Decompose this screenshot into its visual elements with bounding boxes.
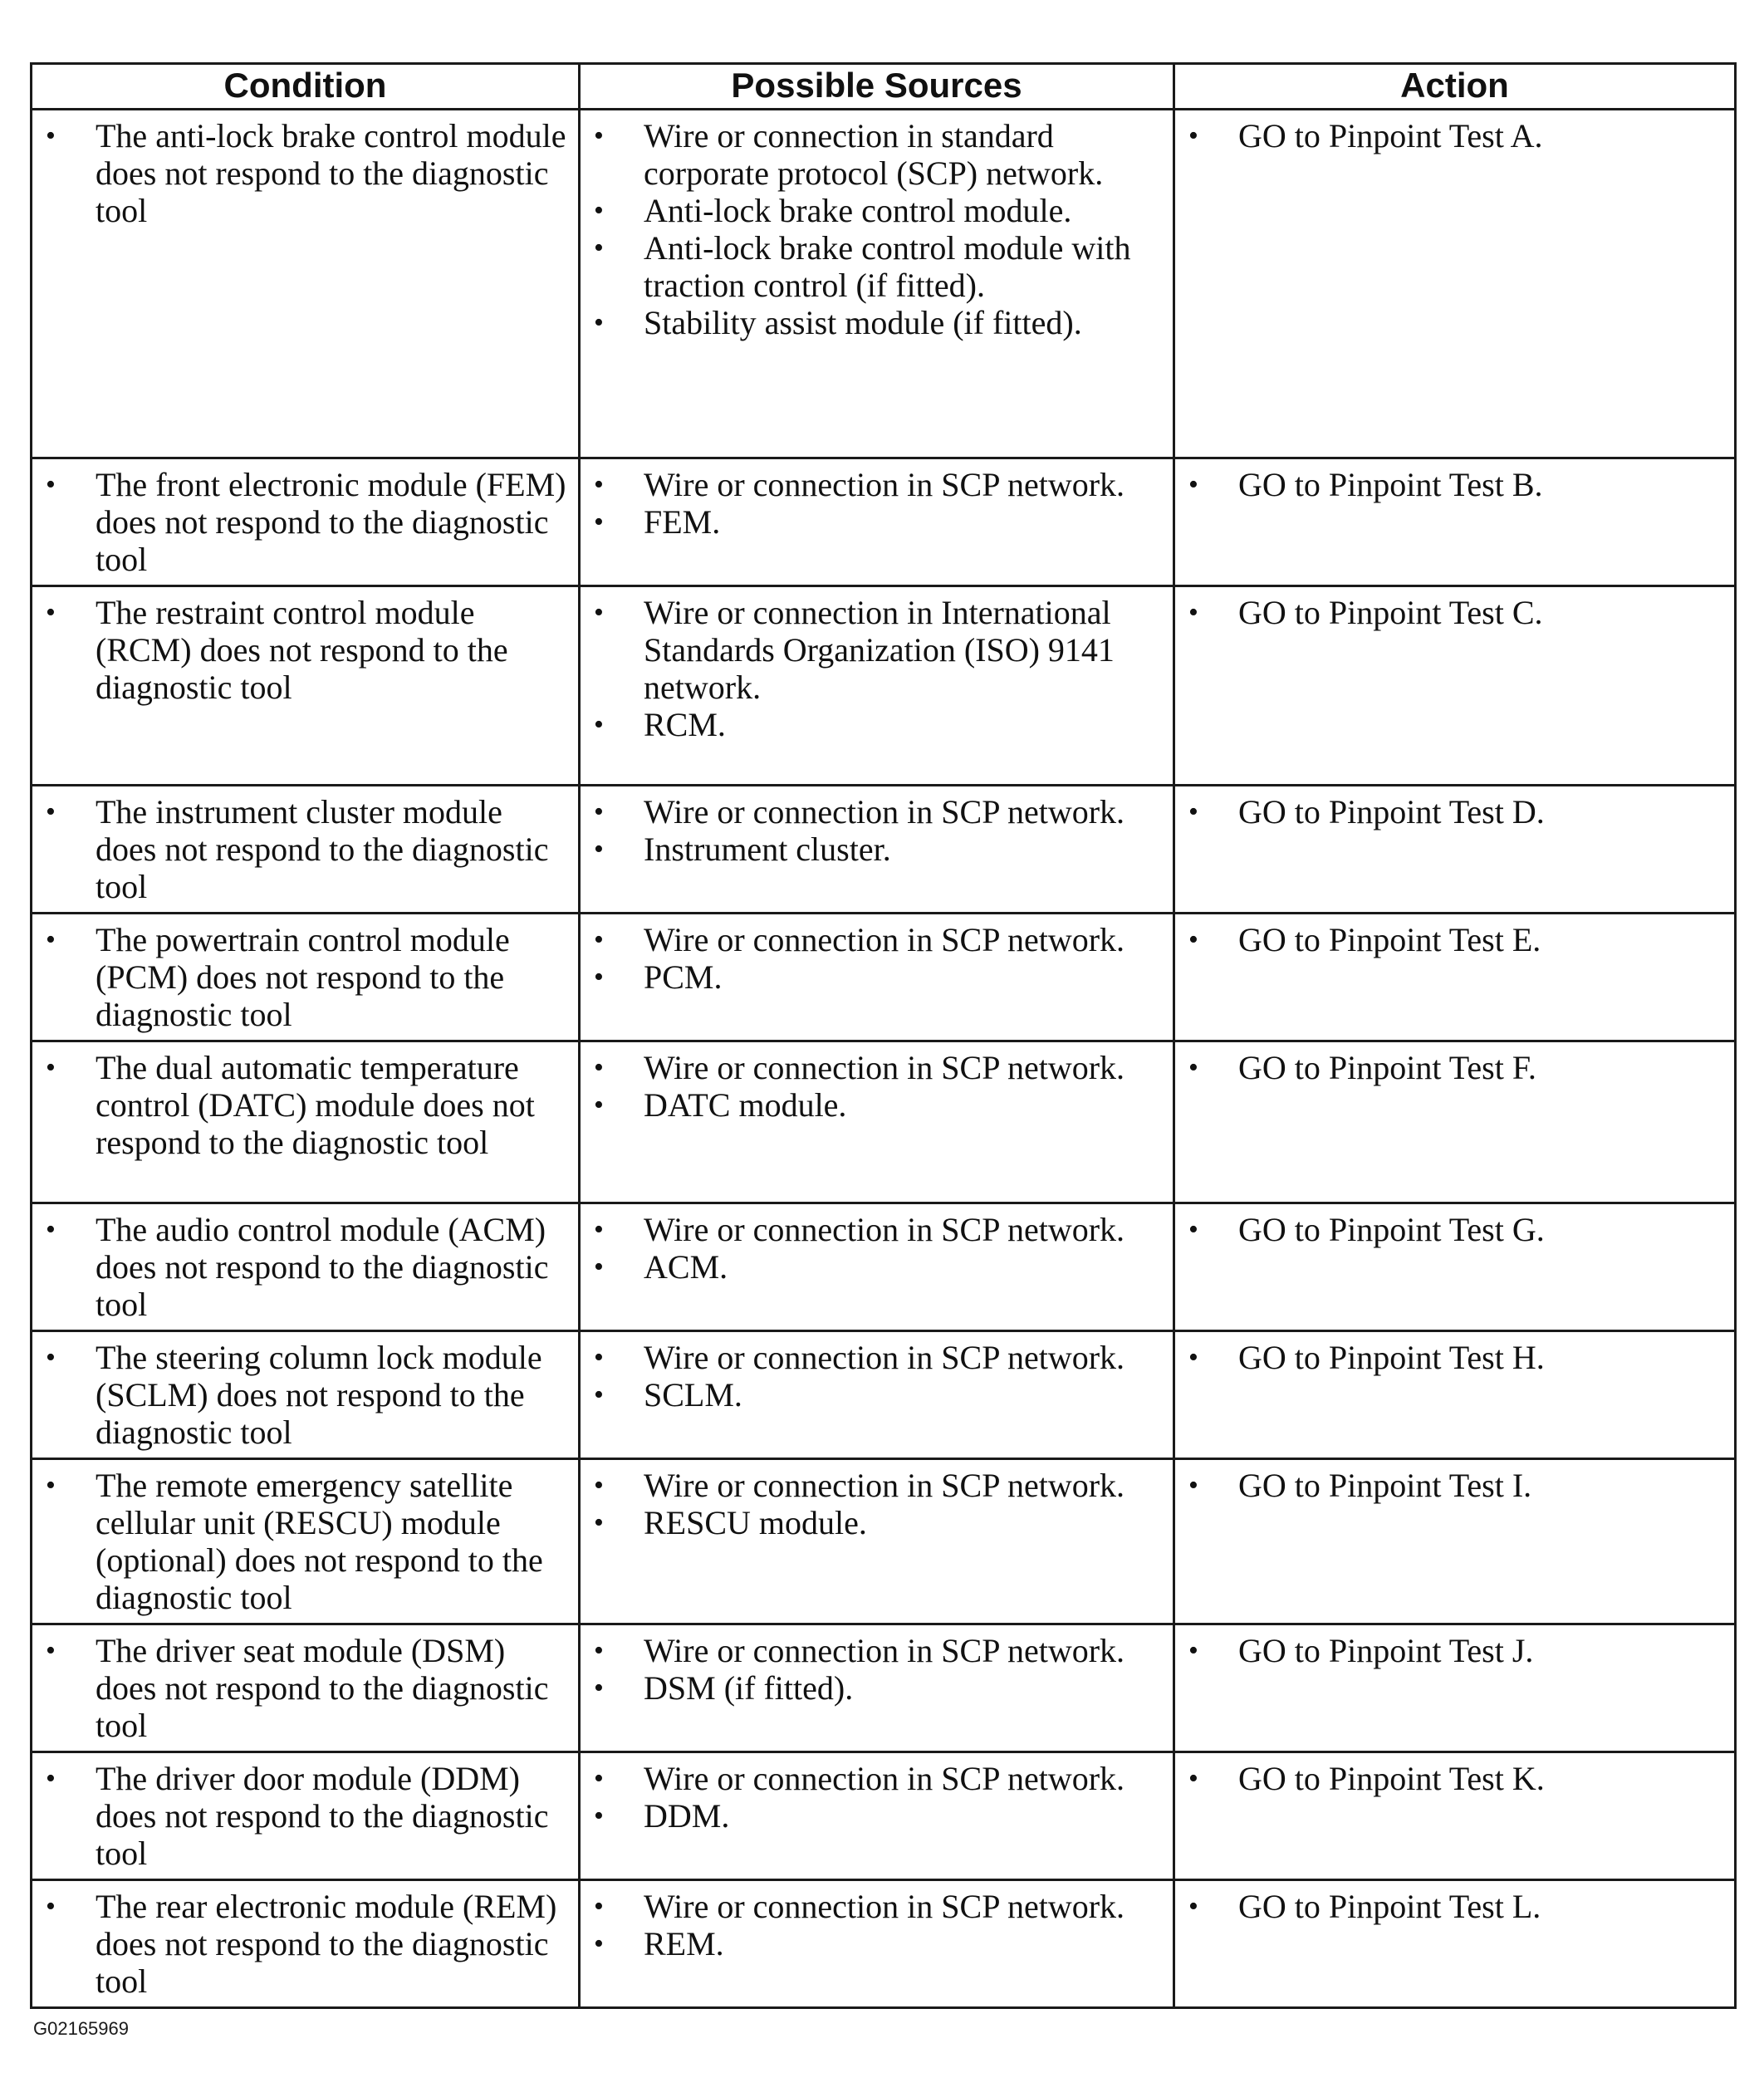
list-item-text: Wire or connection in SCP network.	[644, 1888, 1125, 1925]
list-item	[587, 304, 1163, 341]
list-item-text: GO to Pinpoint Test F.	[1238, 1049, 1536, 1086]
bullet-list	[587, 594, 1163, 743]
condition-cell	[32, 586, 580, 786]
bullet-list	[587, 1888, 1163, 1962]
bullet-icon: •	[1188, 1763, 1198, 1794]
table-row	[32, 1203, 1736, 1331]
bullet-list	[587, 1760, 1163, 1835]
bullet-icon: •	[594, 1342, 604, 1373]
list-item-text: Wire or connection in SCP network.	[644, 1760, 1125, 1797]
condition-cell	[32, 1331, 580, 1459]
list-item-text: GO to Pinpoint Test E.	[1238, 921, 1541, 958]
list-item	[1182, 1339, 1724, 1376]
bullet-icon: •	[594, 507, 604, 537]
bullet-list	[1182, 921, 1724, 958]
list-item	[587, 1669, 1163, 1707]
list-item	[1182, 1632, 1724, 1669]
bullet-icon: •	[594, 1801, 604, 1831]
bullet-icon: •	[594, 1252, 604, 1282]
list-item	[587, 1049, 1163, 1086]
bullet-icon: •	[594, 834, 604, 865]
list-item-text: Stability assist module (if fitted).	[644, 304, 1082, 341]
bullet-icon: •	[1188, 1635, 1198, 1666]
list-item-text: REM.	[644, 1925, 724, 1962]
list-item	[587, 1925, 1163, 1962]
list-item	[587, 1797, 1163, 1835]
bullet-icon: •	[1188, 1470, 1198, 1501]
bullet-list	[39, 921, 568, 1033]
list-item-text: GO to Pinpoint Test K.	[1238, 1760, 1545, 1797]
bullet-list	[1182, 1339, 1724, 1376]
list-item-text: GO to Pinpoint Test L.	[1238, 1888, 1541, 1925]
list-item	[39, 1339, 568, 1451]
list-item	[587, 1211, 1163, 1248]
list-item	[1182, 1760, 1724, 1797]
list-item-text: The steering column lock module (SCLM) does not respond to the diagnostic tool	[96, 1339, 542, 1451]
list-item	[587, 921, 1163, 958]
list-item-text: The rear electronic module (REM) does not respond to the diagnostic tool	[96, 1888, 557, 2000]
bullet-icon: •	[594, 120, 604, 151]
table-row	[32, 1459, 1736, 1624]
list-item-text: The driver seat module (DSM) does not respond to the diagnostic tool	[96, 1632, 549, 1744]
list-item-text: GO to Pinpoint Test I.	[1238, 1467, 1532, 1504]
bullet-icon: •	[594, 1891, 604, 1922]
diagnostic-table-container	[30, 62, 1734, 2009]
list-item	[1182, 117, 1724, 154]
bullet-icon: •	[46, 1763, 56, 1794]
list-item	[587, 466, 1163, 503]
list-item	[587, 958, 1163, 996]
list-item	[39, 1632, 568, 1744]
list-item	[587, 1504, 1163, 1541]
list-item	[39, 594, 568, 706]
bullet-list	[1182, 1211, 1724, 1248]
bullet-icon: •	[46, 597, 56, 628]
list-item	[587, 830, 1163, 868]
action-cell	[1174, 1624, 1736, 1752]
bullet-icon: •	[46, 120, 56, 151]
bullet-icon: •	[594, 1763, 604, 1794]
possible-sources-cell	[580, 914, 1174, 1041]
bullet-list	[39, 1632, 568, 1744]
figure-id: G02165969	[33, 2018, 129, 2039]
bullet-icon: •	[594, 1090, 604, 1120]
bullet-icon: •	[46, 1214, 56, 1245]
list-item	[1182, 466, 1724, 503]
bullet-list	[1182, 117, 1724, 154]
list-item	[587, 1760, 1163, 1797]
bullet-icon: •	[1188, 120, 1198, 151]
action-cell	[1174, 1203, 1736, 1331]
list-item-text: GO to Pinpoint Test G.	[1238, 1211, 1545, 1248]
list-item	[587, 1086, 1163, 1124]
list-item	[39, 793, 568, 905]
bullet-icon: •	[1188, 1891, 1198, 1922]
list-item-text: Anti-lock brake control module with traction control (if fitted).	[644, 229, 1131, 304]
bullet-icon: •	[594, 597, 604, 628]
bullet-list	[39, 793, 568, 905]
list-item-text: The powertrain control module (PCM) does not respond to the diagnostic tool	[96, 921, 510, 1033]
list-item	[587, 793, 1163, 830]
bullet-list	[39, 466, 568, 578]
list-item-text: GO to Pinpoint Test B.	[1238, 466, 1543, 503]
table-row	[32, 1624, 1736, 1752]
table-header-row	[32, 64, 1736, 110]
list-item	[1182, 793, 1724, 830]
list-item-text: The driver door module (DDM) does not respond to the diagnostic tool	[96, 1760, 549, 1872]
bullet-list	[587, 117, 1163, 341]
action-cell	[1174, 586, 1736, 786]
bullet-list	[1182, 1888, 1724, 1925]
bullet-icon: •	[594, 1673, 604, 1703]
bullet-list	[587, 1467, 1163, 1541]
condition-cell	[32, 1880, 580, 2008]
list-item	[1182, 1211, 1724, 1248]
bullet-list	[587, 1632, 1163, 1707]
action-cell	[1174, 1459, 1736, 1624]
bullet-icon: •	[594, 1928, 604, 1959]
bullet-icon: •	[1188, 924, 1198, 955]
list-item-text: The dual automatic temperature control (DATC) module does not respond to the diagnostic tool	[96, 1049, 535, 1161]
possible-sources-cell	[580, 458, 1174, 586]
list-item-text: The remote emergency satellite cellular unit (RESCU) module (optional) does not respond to the diagnostic tool	[96, 1467, 543, 1616]
bullet-icon: •	[594, 1470, 604, 1501]
possible-sources-cell	[580, 1203, 1174, 1331]
list-item-text: Instrument cluster.	[644, 830, 891, 868]
action-cell	[1174, 914, 1736, 1041]
list-item	[39, 117, 568, 229]
bullet-icon: •	[594, 1507, 604, 1538]
possible-sources-cell	[580, 110, 1174, 458]
list-item-text: RESCU module.	[644, 1504, 867, 1541]
table-row	[32, 110, 1736, 458]
list-item-text: The audio control module (ACM) does not respond to the diagnostic tool	[96, 1211, 549, 1323]
list-item-text: DSM (if fitted).	[644, 1669, 854, 1707]
list-item-text: The restraint control module (RCM) does not respond to the diagnostic tool	[96, 594, 508, 706]
bullet-icon: •	[46, 796, 56, 827]
list-item	[587, 1467, 1163, 1504]
condition-cell	[32, 458, 580, 586]
list-item-text: Wire or connection in SCP network.	[644, 466, 1125, 503]
list-item	[587, 1888, 1163, 1925]
list-item	[1182, 594, 1724, 631]
bullet-list	[39, 1467, 568, 1616]
possible-sources-cell	[580, 1624, 1174, 1752]
list-item-text: GO to Pinpoint Test J.	[1238, 1632, 1534, 1669]
list-item-text: Wire or connection in SCP network.	[644, 1211, 1125, 1248]
bullet-icon: •	[46, 1891, 56, 1922]
bullet-icon: •	[46, 1342, 56, 1373]
bullet-icon: •	[1188, 796, 1198, 827]
list-item	[39, 1049, 568, 1161]
list-item-text: Wire or connection in SCP network.	[644, 921, 1125, 958]
table-row	[32, 1331, 1736, 1459]
bullet-list	[587, 793, 1163, 868]
possible-sources-cell	[580, 1459, 1174, 1624]
bullet-list	[1182, 1760, 1724, 1797]
condition-cell	[32, 914, 580, 1041]
list-item	[587, 229, 1163, 304]
bullet-icon: •	[1188, 1052, 1198, 1083]
bullet-icon: •	[594, 709, 604, 740]
bullet-list	[587, 1339, 1163, 1414]
list-item-text: The instrument cluster module does not respond to the diagnostic tool	[96, 793, 549, 905]
list-item	[587, 1339, 1163, 1376]
table-row	[32, 786, 1736, 914]
list-item-text: SCLM.	[644, 1376, 742, 1414]
bullet-list	[1182, 466, 1724, 503]
bullet-list	[39, 594, 568, 706]
list-item-text: FEM.	[644, 503, 721, 541]
list-item-text: RCM.	[644, 706, 726, 743]
list-item-text: PCM.	[644, 958, 723, 996]
bullet-icon: •	[46, 1470, 56, 1501]
bullet-icon: •	[594, 962, 604, 992]
table-row	[32, 1752, 1736, 1880]
list-item	[587, 594, 1163, 706]
bullet-list	[39, 1049, 568, 1161]
bullet-icon: •	[594, 1635, 604, 1666]
bullet-icon: •	[1188, 469, 1198, 500]
action-cell	[1174, 786, 1736, 914]
bullet-icon: •	[594, 1214, 604, 1245]
list-item	[39, 921, 568, 1033]
bullet-icon: •	[1188, 597, 1198, 628]
action-cell	[1174, 1331, 1736, 1459]
list-item-text: ACM.	[644, 1248, 728, 1286]
list-item	[587, 706, 1163, 743]
action-cell	[1174, 1041, 1736, 1203]
list-item	[39, 1467, 568, 1616]
list-item-text: Wire or connection in SCP network.	[644, 1049, 1125, 1086]
bullet-list	[587, 466, 1163, 541]
list-item-text: The anti-lock brake control module does not respond to the diagnostic tool	[96, 117, 566, 229]
list-item	[587, 503, 1163, 541]
bullet-icon: •	[594, 924, 604, 955]
possible-sources-cell	[580, 1331, 1174, 1459]
bullet-icon: •	[46, 1052, 56, 1083]
list-item-text: GO to Pinpoint Test A.	[1238, 117, 1543, 154]
bullet-icon: •	[46, 1635, 56, 1666]
list-item-text: The front electronic module (FEM) does not respond to the diagnostic tool	[96, 466, 566, 578]
bullet-list	[587, 921, 1163, 996]
list-item-text: Wire or connection in SCP network.	[644, 793, 1125, 830]
bullet-list	[1182, 1632, 1724, 1669]
table-body	[32, 110, 1736, 2008]
possible-sources-cell	[580, 786, 1174, 914]
header-action: Action	[1174, 64, 1736, 110]
bullet-icon: •	[594, 796, 604, 827]
bullet-icon: •	[594, 233, 604, 263]
condition-cell	[32, 786, 580, 914]
bullet-list	[587, 1049, 1163, 1124]
list-item-text: GO to Pinpoint Test D.	[1238, 793, 1545, 830]
list-item	[587, 1248, 1163, 1286]
condition-cell	[32, 1459, 580, 1624]
list-item-text: GO to Pinpoint Test H.	[1238, 1339, 1545, 1376]
condition-cell	[32, 110, 580, 458]
bullet-list	[39, 1760, 568, 1872]
list-item	[587, 1376, 1163, 1414]
possible-sources-cell	[580, 1880, 1174, 2008]
action-cell	[1174, 110, 1736, 458]
table-row	[32, 1041, 1736, 1203]
bullet-list	[1182, 594, 1724, 631]
possible-sources-cell	[580, 1041, 1174, 1203]
bullet-list	[587, 1211, 1163, 1286]
bullet-icon: •	[46, 924, 56, 955]
list-item-text: GO to Pinpoint Test C.	[1238, 594, 1543, 631]
list-item	[1182, 1888, 1724, 1925]
list-item	[587, 192, 1163, 229]
list-item-text: Wire or connection in standard corporate protocol (SCP) network.	[644, 117, 1104, 192]
condition-cell	[32, 1752, 580, 1880]
bullet-list	[39, 117, 568, 229]
bullet-icon: •	[594, 469, 604, 500]
possible-sources-cell	[580, 586, 1174, 786]
list-item	[1182, 1467, 1724, 1504]
list-item-text: Wire or connection in International Standards Organization (ISO) 9141 network.	[644, 594, 1115, 706]
bullet-icon: •	[594, 195, 604, 226]
bullet-icon: •	[1188, 1214, 1198, 1245]
bullet-list	[1182, 793, 1724, 830]
header-condition: Condition	[32, 64, 580, 110]
list-item-text: Wire or connection in SCP network.	[644, 1467, 1125, 1504]
bullet-icon: •	[594, 307, 604, 338]
symptom-chart-table	[30, 62, 1737, 2009]
list-item-text: Anti-lock brake control module.	[644, 192, 1072, 229]
table-row	[32, 586, 1736, 786]
list-item	[39, 1760, 568, 1872]
list-item-text: Wire or connection in SCP network.	[644, 1632, 1125, 1669]
bullet-icon: •	[1188, 1342, 1198, 1373]
list-item	[39, 466, 568, 578]
list-item-text: DDM.	[644, 1797, 730, 1835]
list-item-text: Wire or connection in SCP network.	[644, 1339, 1125, 1376]
condition-cell	[32, 1624, 580, 1752]
bullet-list	[39, 1211, 568, 1323]
action-cell	[1174, 458, 1736, 586]
list-item	[39, 1211, 568, 1323]
list-item	[587, 117, 1163, 192]
bullet-icon: •	[594, 1379, 604, 1410]
header-possible-sources: Possible Sources	[580, 64, 1174, 110]
bullet-icon: •	[594, 1052, 604, 1083]
list-item	[1182, 921, 1724, 958]
bullet-list	[39, 1888, 568, 2000]
list-item	[1182, 1049, 1724, 1086]
bullet-list	[39, 1339, 568, 1451]
action-cell	[1174, 1880, 1736, 2008]
list-item	[39, 1888, 568, 2000]
bullet-list	[1182, 1049, 1724, 1086]
condition-cell	[32, 1041, 580, 1203]
table-row	[32, 914, 1736, 1041]
possible-sources-cell	[580, 1752, 1174, 1880]
list-item	[587, 1632, 1163, 1669]
bullet-list	[1182, 1467, 1724, 1504]
table-row	[32, 1880, 1736, 2008]
bullet-icon: •	[46, 469, 56, 500]
action-cell	[1174, 1752, 1736, 1880]
list-item-text: DATC module.	[644, 1086, 847, 1124]
table-row	[32, 458, 1736, 586]
condition-cell	[32, 1203, 580, 1331]
